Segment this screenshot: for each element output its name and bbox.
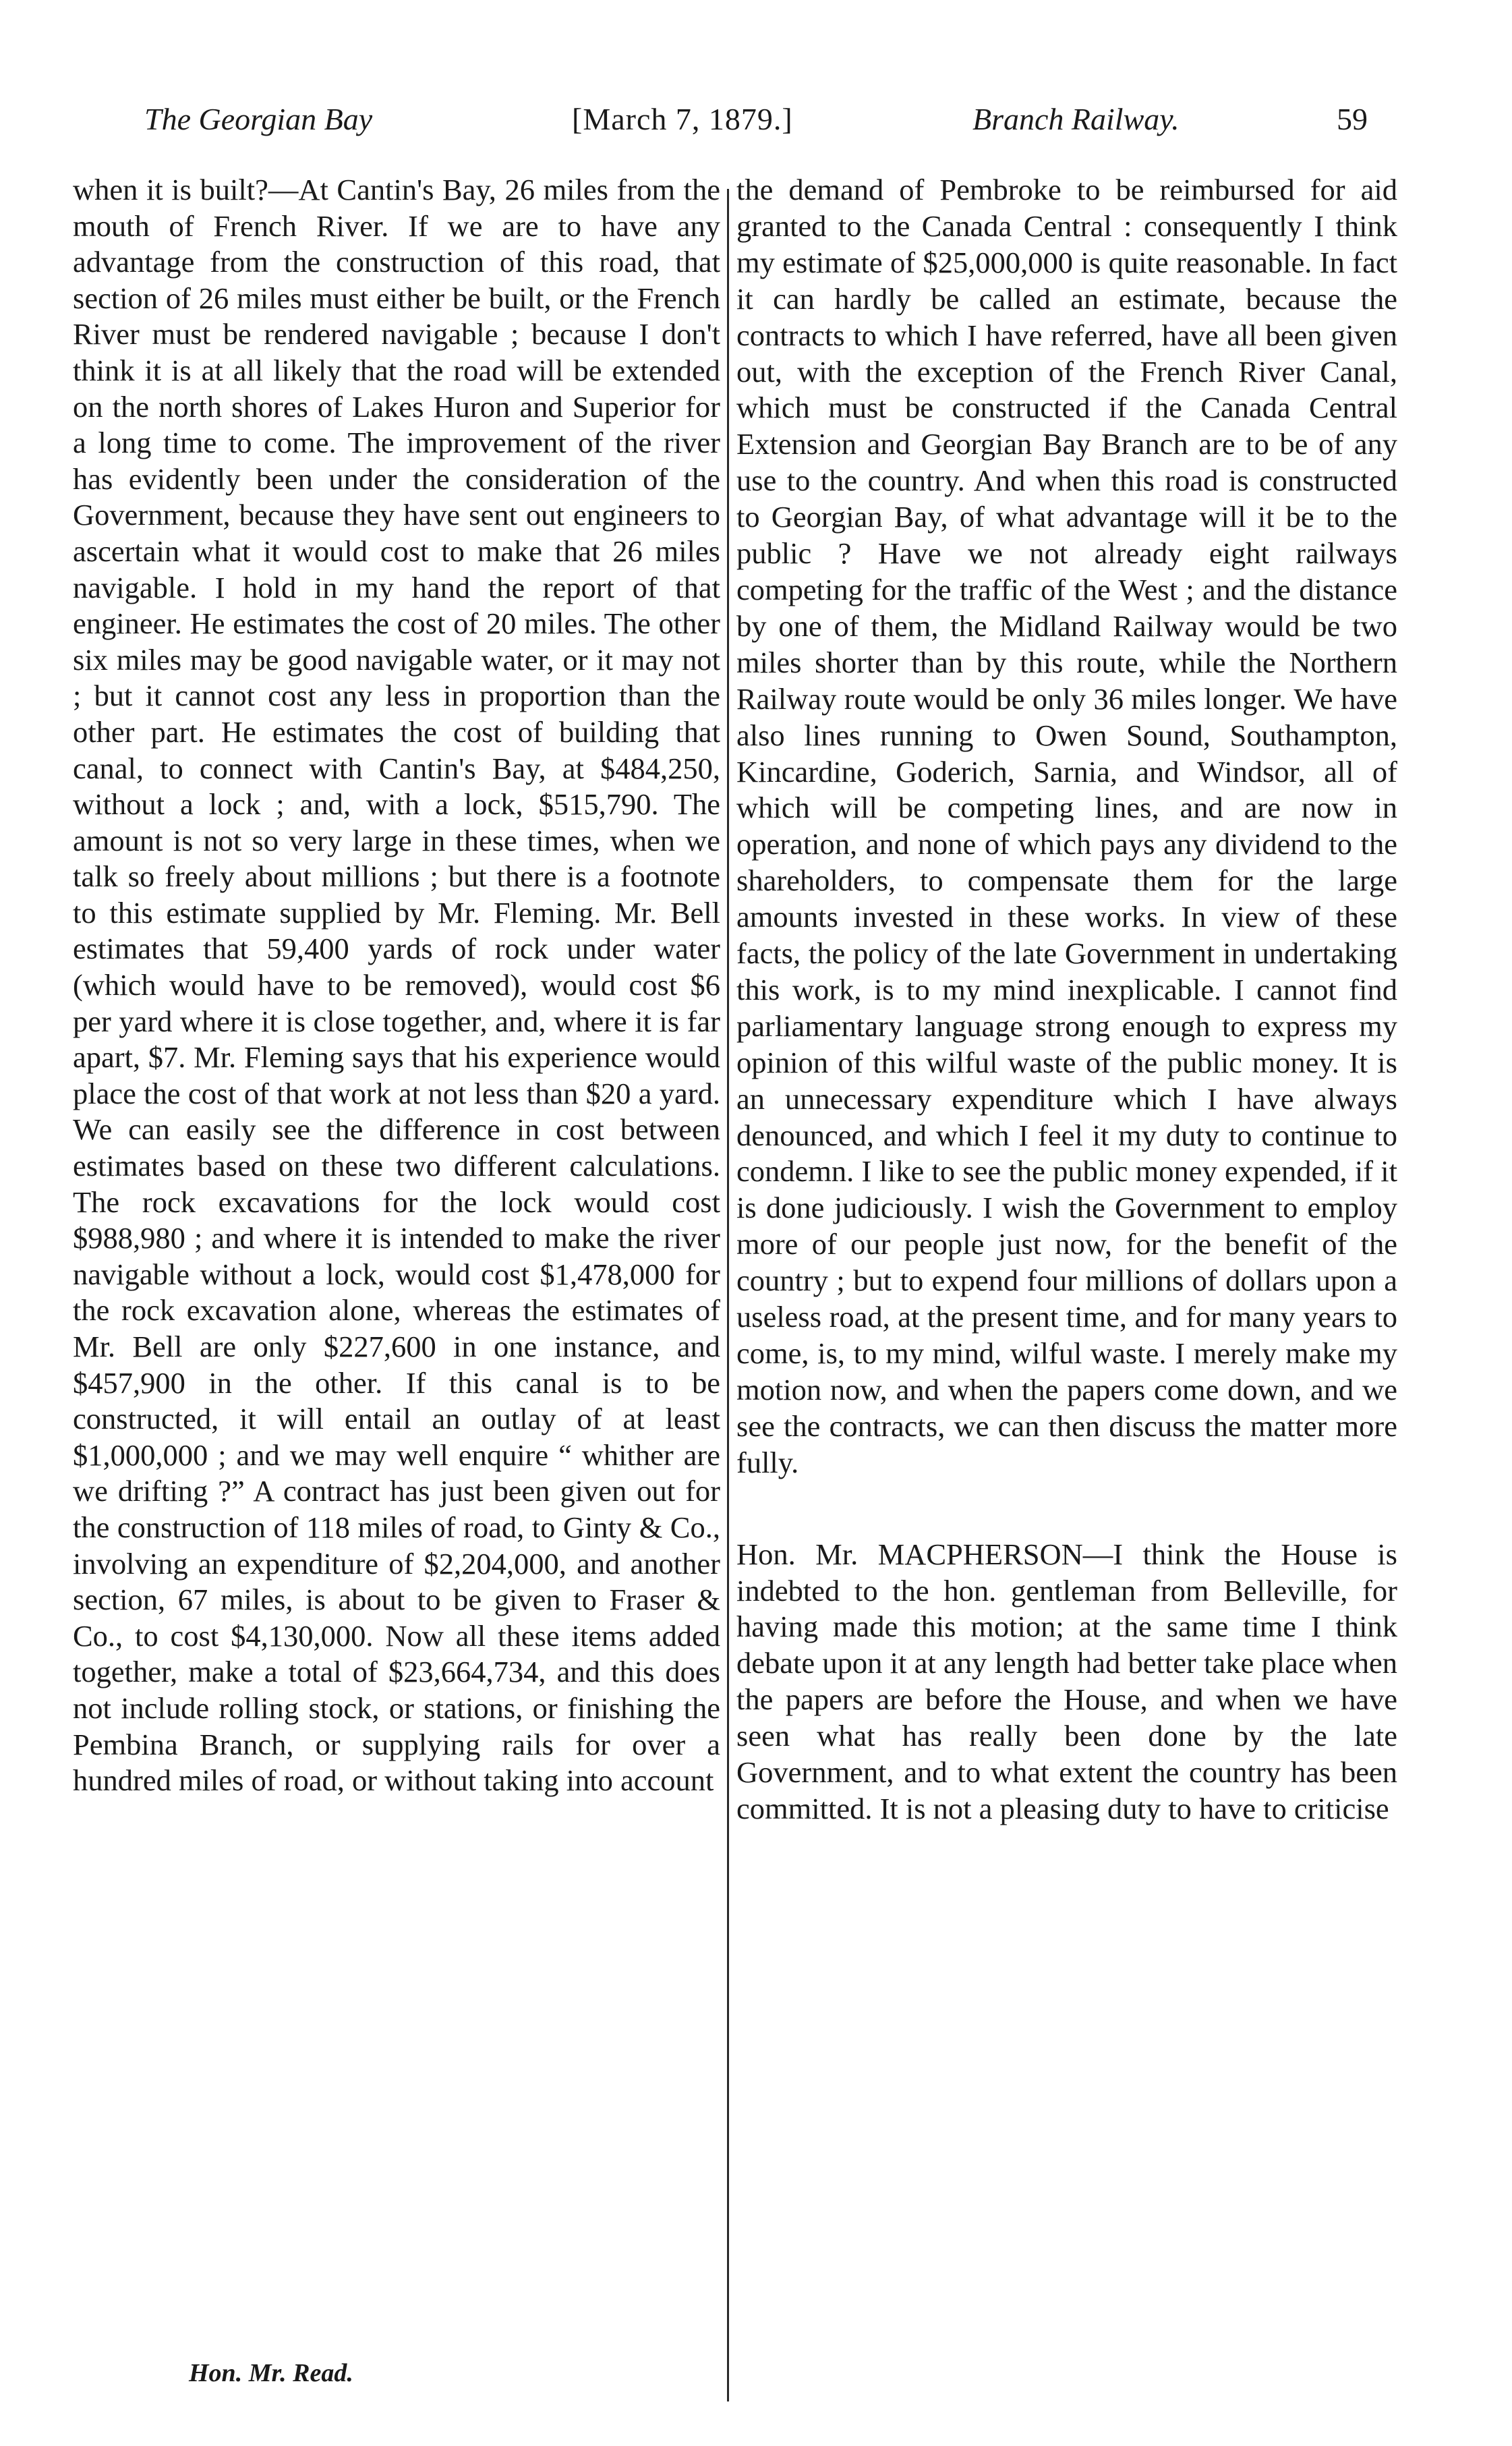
header-title-right: Branch Railway.	[972, 102, 1180, 136]
right-column	[736, 172, 1397, 1827]
header-title-left: The Georgian Bay	[144, 102, 373, 136]
page-number: 59	[1337, 102, 1368, 136]
right-column-paragraph-2: Hon. Mr. MACPHERSON—I think the House is indebted to the hon. gentleman from Belleville, for having made this motion; at the same time I think debate upon it at any length had better take place when the papers are before the House, and when we have seen what has really been done by the late Government, and to what extent the country has been committed. It is not a pleasing duty to have to criticise	[736, 1537, 1397, 1825]
left-column	[73, 172, 720, 1799]
header-date: [March 7, 1879.]	[572, 102, 793, 136]
left-column-text: when it is built?—At Cantin's Bay, 26 miles from the mouth of French River. If we are to have any advantage from the construction of this road, that section of 26 miles must either be built, or the French River must be rendered navigable ; because I don't think it is at all likely that the road will be extended on the north shores of Lakes Huron and Superior for a long time to come. The improvement of the river has evidently been under the consideration of the Government, because they have sent out engineers to ascertain what it would cost to make that 26 miles navigable. I hold in my hand the report of that engineer. He estimates the cost of 20 miles. The other six miles may be good navigable water, or it may not ; but it cannot cost any less in proportion than the other part. He estimates the cost of building that canal, to connect with Cantin's Bay, at $484,250, without a lock ; and, with a lock, $515,790. The amount is not so very large in these times, when we talk so freely about millions ; but there is a footnote to this estimate supplied by Mr. Fleming. Mr. Bell estimates that 59,400 yards of rock under water (which would have to be removed), would cost $6 per yard where it is close together, and, where it is far apart, $7. Mr. Fleming says that his experience would place the cost of that work at not less than $20 a yard. We can easily see the difference in cost between estimates based on these two different calculations. The rock excavations for the lock would cost $988,980 ; and where it is intended to make the river navigable without a lock, would cost $1,478,000 for the rock excavation alone, whereas the estimates of Mr. Bell are only $227,600 in one instance, and $457,900 in the other. If this canal is to be constructed, it will entail an outlay of at least $1,000,000 ; and we may well enquire “ whither are we drifting ?” A contract has just been given out for the construction of 118 miles of road, to Ginty & Co., involving an expenditure of $2,204,000, and another section, 67 miles, is about to be given to Fraser & Co., to cost $4,130,000. Now all these items added together, make a total of $23,664,734, and this does not include rolling stock, or stations, or finishing the Pembina Branch, or supplying rails for over a hundred miles of road, or without taking into account	[73, 173, 720, 1798]
right-column-paragraph-1: the demand of Pembroke to be reimbursed for aid granted to the Canada Central : consequently I think my estimate of $25,000,000 is quite reasonable. In fact it can hardly be called an estimate, because the contracts to which I have referred, have all been given out, with the exception of the French River Canal, which must be constructed if the Canada Central Extension and Georgian Bay Branch are to be of any use to the country. And when this road is constructed to Georgian Bay, of what advantage will it be to the public ? Have we not already eight railways competing for the traffic of the West ; and the distance by one of them, the Midland Railway would be two miles shorter than by this route, while the Northern Railway route would be only 36 miles longer. We have also lines running to Owen Sound, Southampton, Kincardine, Goderich, Sarnia, and Windsor, all of which will be competing lines, and are now in operation, and none of which pays any dividend to the shareholders, to compensate them for the large amounts invested in these works. In view of these facts, the policy of the late Government in undertaking this work, is to my mind inexplicable. I cannot find parliamentary language strong enough to express my opinion of this wilful waste of the public money. It is an unnecessary expenditure which I have always denounced, and which I feel it my duty to continue to condemn. I like to see the public money expended, if it is done judiciously. I wish the Government to employ more of our people just now, for the benefit of the country ; but to expend four millions of dollars upon a useless road, at the present time, and for many years to come, is, to my mind, wilful waste. I merely make my motion now, and when the papers come down, and we see the contracts, we can then discuss the matter more fully.	[736, 173, 1397, 1479]
column-divider	[727, 189, 729, 2401]
running-header	[144, 101, 1368, 155]
footer-speaker: Hon. Mr. Read.	[189, 2359, 353, 2387]
